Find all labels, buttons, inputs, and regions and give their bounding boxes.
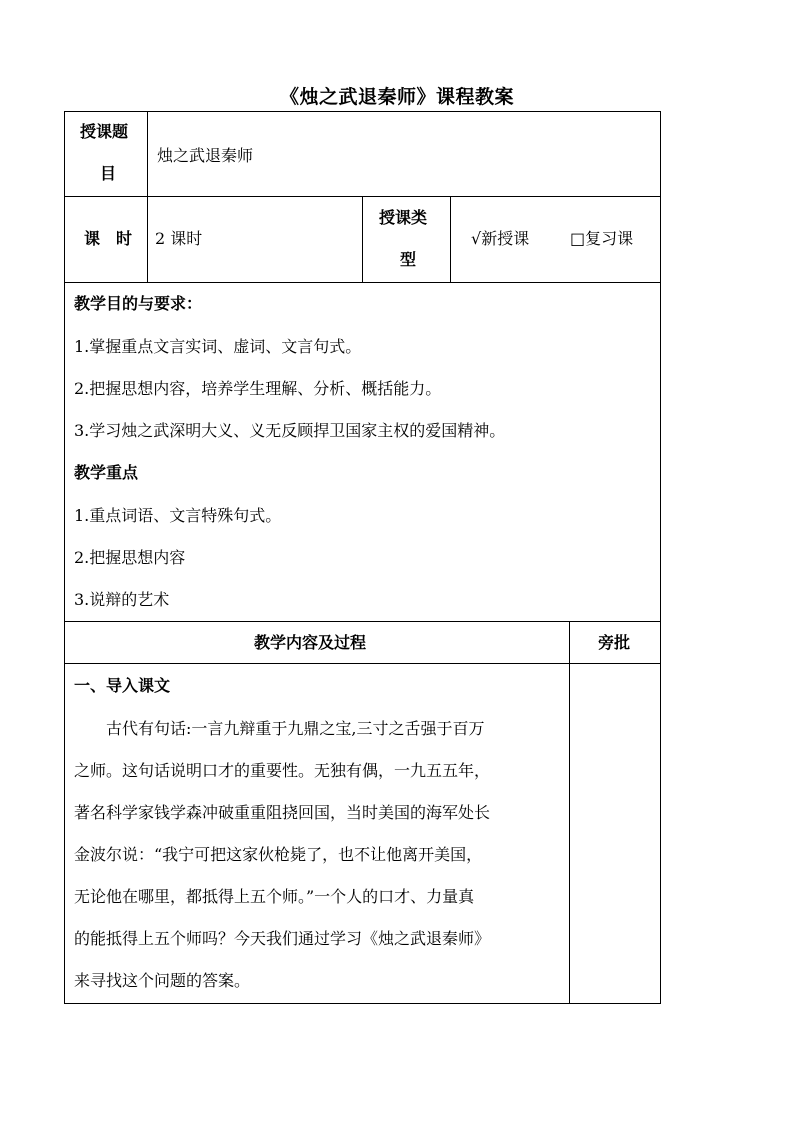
- paragraph-line: 著名科学家钱学森冲破重重阻挠回国，当时美国的海军处长: [74, 803, 491, 822]
- hours-label: 课 时: [84, 229, 133, 248]
- col-divider: [147, 111, 148, 282]
- goals-heading: 教学目的与要求：: [74, 294, 203, 313]
- content-header: 教学内容及过程: [254, 633, 367, 652]
- key-point-item: 2.把握思想内容: [74, 548, 186, 567]
- table-border-top: [64, 111, 661, 112]
- note-header: 旁批: [598, 633, 631, 652]
- topic-value: 烛之武退秦师: [157, 146, 254, 165]
- topic-label-cont: 目: [100, 164, 117, 183]
- paragraph-line: 来寻找这个问题的答案。: [74, 971, 251, 990]
- key-point-item: 1.重点词语、文言特殊句式。: [74, 506, 282, 525]
- paragraph-line: 的能抵得上五个师吗？今天我们通过学习《烛之武退秦师》: [74, 929, 491, 948]
- document-title: 《烛之武退秦师》课程教案: [279, 86, 514, 108]
- col-divider: [362, 196, 363, 282]
- key-point-item: 3.说辩的艺术: [74, 590, 170, 609]
- col-divider: [569, 621, 570, 1003]
- paragraph-line: 之师。这句话说明口才的重要性。无独有偶，一九五五年，: [74, 761, 491, 780]
- topic-label: 授课题: [80, 122, 129, 141]
- goal-item: 3.学习烛之武深明大义、义无反顾捍卫国家主权的爱国精神。: [74, 421, 506, 440]
- type-label-cont: 型: [400, 250, 417, 269]
- row-divider: [64, 621, 661, 622]
- type-label: 授课类: [379, 208, 428, 227]
- paragraph-line: 金波尔说：“我宁可把这家伙枪毙了，也不让他离开美国，: [74, 845, 483, 864]
- section-heading: 一、导入课文: [74, 676, 171, 695]
- key-points-heading: 教学重点: [74, 463, 139, 482]
- goal-item: 1.掌握重点文言实词、虚词、文言句式。: [74, 337, 362, 356]
- row-divider: [64, 282, 661, 283]
- hours-value: 2 课时: [155, 229, 203, 248]
- goal-item: 2.把握思想内容，培养学生理解、分析、概括能力。: [74, 379, 442, 398]
- paragraph-line: 古代有句话:一言九辩重于九鼎之宝,三寸之舌强于百万: [106, 719, 485, 738]
- type-option-review: □复习课: [570, 229, 634, 248]
- table-border-bottom: [64, 1003, 661, 1004]
- col-divider: [450, 196, 451, 282]
- intro-paragraph: [74, 708, 562, 1002]
- row-divider: [64, 663, 661, 664]
- type-option-new: √新授课: [471, 229, 530, 248]
- paragraph-line: 无论他在哪里，都抵得上五个师。”一个人的口才、力量真: [74, 887, 475, 906]
- table-border-left: [64, 111, 65, 1004]
- table-border-right: [660, 111, 661, 1004]
